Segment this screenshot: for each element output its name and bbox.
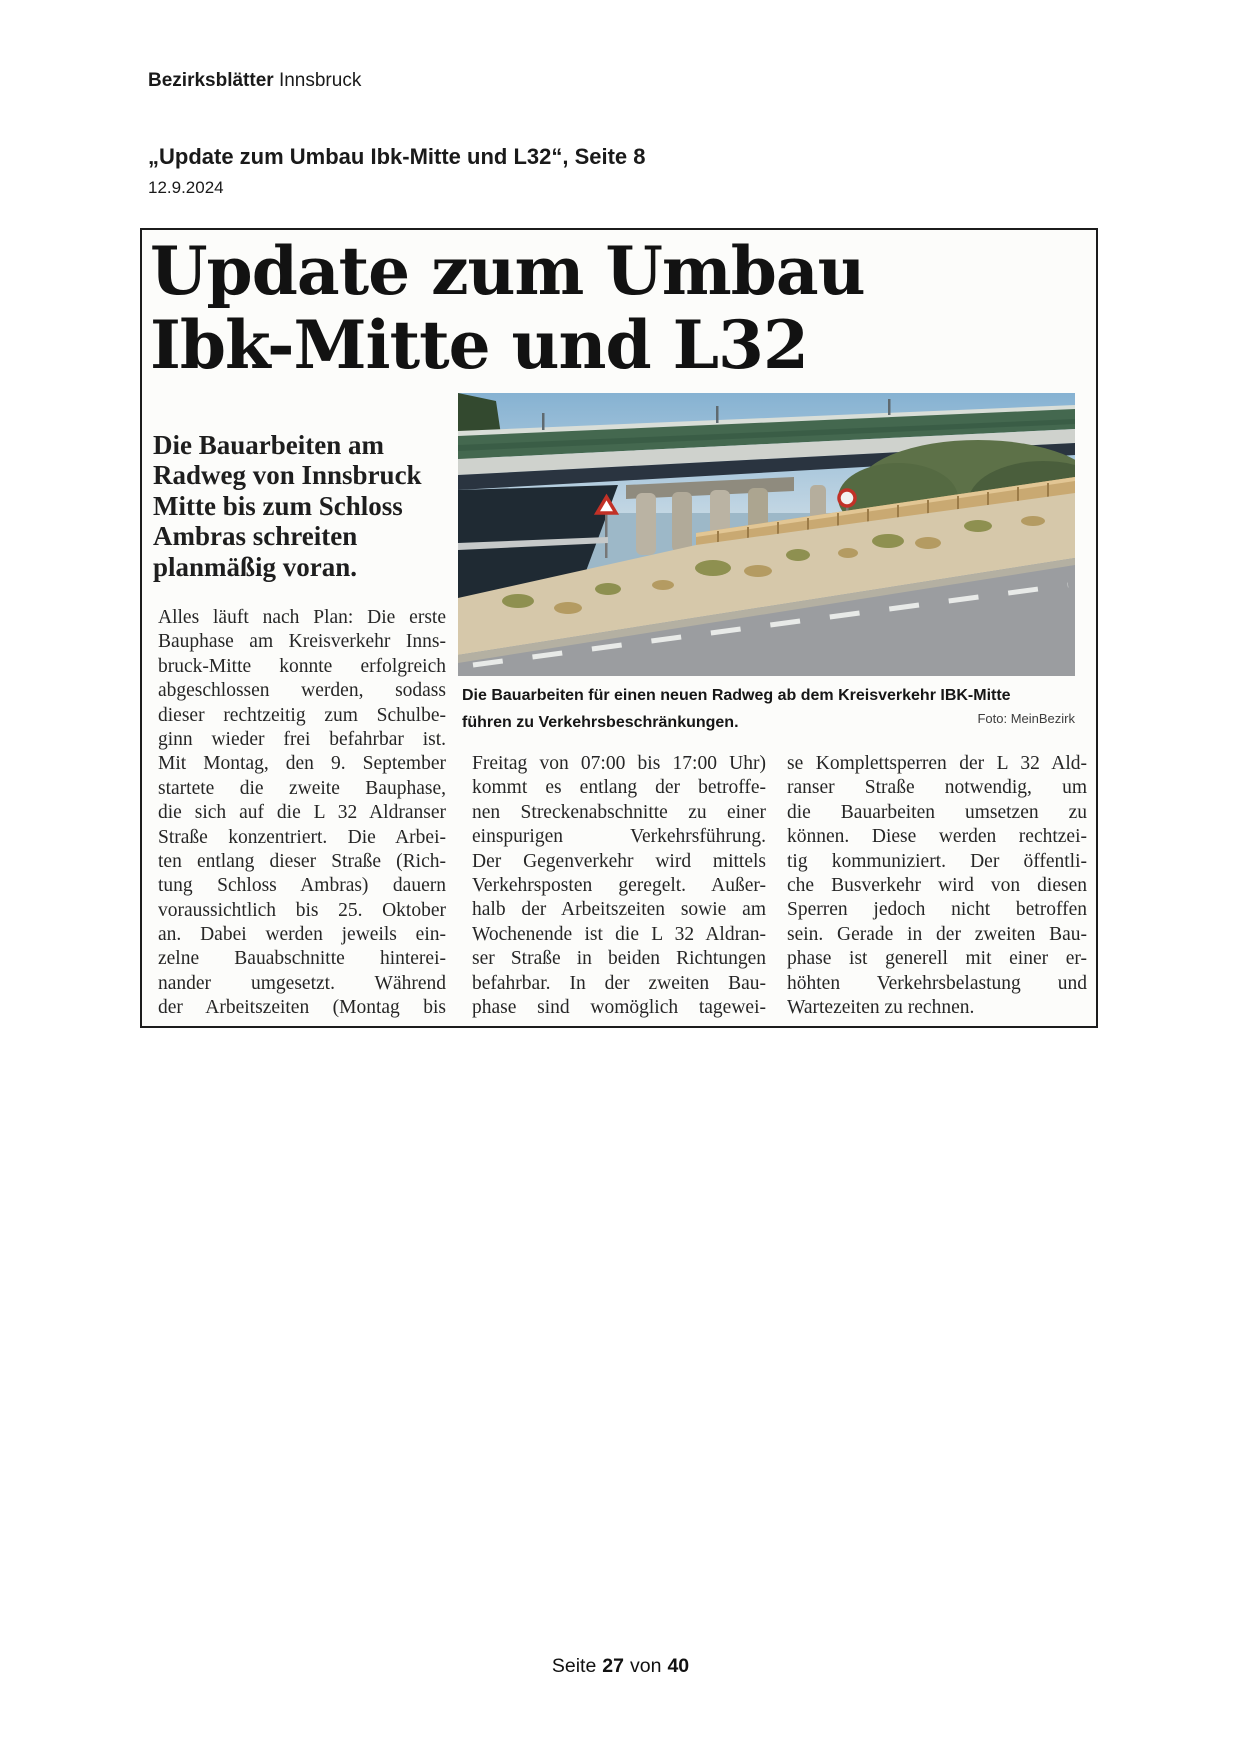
text-line: Die Bauarbeiten am [153, 430, 384, 460]
text-line: Mit Montag, den 9. September [158, 753, 446, 775]
text-line: startete die zweite Bauphase, [158, 777, 446, 799]
text-line: tung Schloss Ambras) dauern [158, 875, 446, 897]
document-date: 12.9.2024 [148, 178, 224, 197]
source-name [148, 70, 361, 92]
text-line: che Busverkehr wird von diesen [787, 874, 1087, 896]
text-line: ginn wieder frei befahrbar ist. [158, 728, 446, 750]
text-line: ten entlang dieser Straße (Rich- [158, 850, 446, 872]
text-line: Verkehrsposten geregelt. Außer- [472, 874, 766, 896]
article-column-3 [787, 752, 1087, 1020]
text-line: phase sind womöglich tagewei- [472, 996, 766, 1018]
text-line: führen zu Verkehrsbeschränkungen. [462, 714, 739, 731]
text-line: Sperren jedoch nicht betroffen [787, 899, 1087, 921]
article-clipping [140, 228, 1098, 1028]
text-line: Wartezeiten zu rechnen. [787, 996, 975, 1018]
text-line: die sich auf die L 32 Aldranser [158, 802, 446, 824]
text-line: der Arbeitszeiten (Montag bis [158, 997, 446, 1019]
photo-caption [462, 682, 1082, 736]
footer-page-total: 40 [667, 1655, 690, 1677]
text-line: nander umgesetzt. Während [158, 972, 446, 994]
article-column-1 [158, 606, 446, 1021]
article-column-2 [472, 752, 766, 1020]
text-line: Update zum Umbau [150, 232, 865, 310]
text-line: phase ist generell mit einer er- [787, 948, 1087, 970]
footer-label-of: von [630, 1655, 662, 1677]
text-line: tig kommuniziert. Der öffentli- [787, 850, 1087, 872]
text-line: können. Diese werden rechtzei- [787, 826, 1087, 848]
text-line: Mitte bis zum Schloss [153, 490, 403, 521]
photo-credit: Foto: MeinBezirk [977, 711, 1075, 726]
text-line: höhten Verkehrsbelastung und [787, 972, 1087, 994]
text-line: befahrbar. In der zweiten Bau- [472, 972, 766, 994]
text-line: ranser Straße notwendig, um [787, 777, 1087, 799]
text-line: voraussichtlich bis 25. Oktober [158, 899, 446, 921]
text-line: planmäßig voran. [153, 551, 358, 582]
text-line: einspurigen Verkehrsführung. [472, 826, 766, 848]
text-line: ser Straße in beiden Richtungen [472, 948, 766, 970]
text-line: Freitag von 07:00 bis 17:00 Uhr) [472, 753, 766, 774]
text-line: Ambras schreiten [153, 521, 358, 552]
text-line: zelne Bauabschnitte hinterei- [158, 948, 446, 970]
bridge-photo-illustration [458, 393, 1075, 676]
article-lead [153, 430, 443, 582]
text-line: Wochenende ist die L 32 Aldran- [472, 923, 766, 945]
text-line: die Bauarbeiten umsetzen zu [787, 801, 1087, 823]
text-line: kommt es entlang der betroffe- [472, 777, 766, 799]
document-title: „Update zum Umbau Ibk-Mitte und L32“, Seite 8 [148, 144, 646, 169]
text-line: Der Gegenverkehr wird mittels [472, 850, 766, 872]
text-line: Alles läuft nach Plan: Die erste [158, 607, 446, 628]
footer-label-page: Seite [551, 1655, 597, 1677]
article-headline [150, 234, 1080, 382]
footer-page-number: 27 [602, 1655, 624, 1677]
text-line: sein. Gerade in der zweiten Bau- [787, 923, 1087, 945]
bridge-photo [458, 393, 1075, 676]
page-footer [0, 1655, 1241, 1678]
text-line: bruck-Mitte konnte erfolgreich [158, 655, 446, 677]
text-line: Die Bauarbeiten für einen neuen Radweg ab dem Kreisverkehr IBK-Mitte [462, 687, 1011, 704]
text-line: Radweg von Innsbruck [153, 460, 422, 491]
text-line: abgeschlossen werden, sodass [158, 680, 446, 702]
source-name-regular: Innsbruck [278, 70, 362, 91]
text-line: se Komplettsperren der L 32 Ald- [787, 753, 1087, 774]
text-line: Bauphase am Kreisverkehr Inns- [158, 631, 446, 653]
text-line: Straße konzentriert. Die Arbei- [158, 826, 446, 848]
text-line: Ibk-Mitte und L32 [150, 306, 808, 384]
source-name-bold: Bezirksblätter [148, 70, 274, 91]
text-line: an. Dabei werden jeweils ein- [158, 924, 446, 946]
text-line: halb der Arbeitszeiten sowie am [472, 899, 766, 921]
text-line: dieser rechtzeitig zum Schulbe- [158, 704, 446, 726]
text-line: nen Streckenabschnitte zu einer [472, 801, 766, 823]
